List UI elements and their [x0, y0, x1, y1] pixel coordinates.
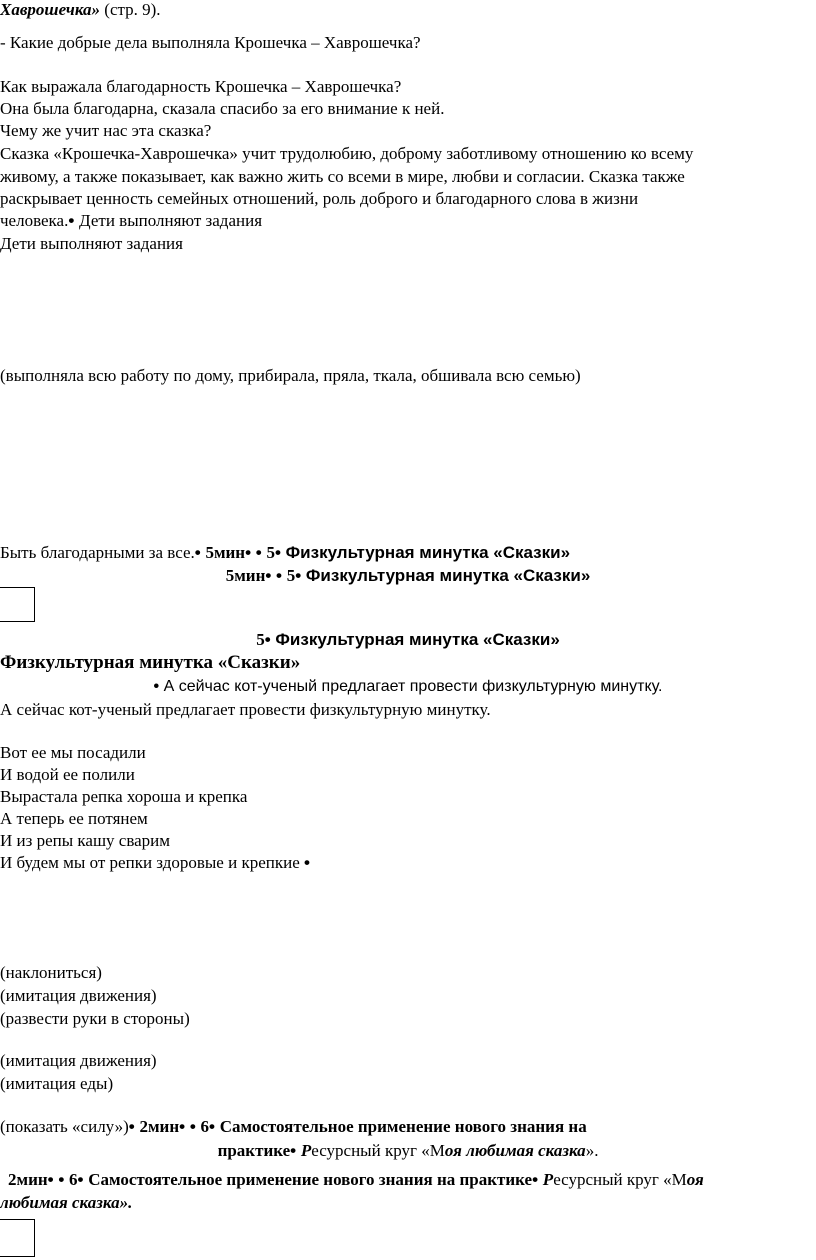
bullet: • — [128, 1117, 140, 1136]
duration: 2мин — [139, 1117, 180, 1136]
section-title: Самостоятельное применение нового знания на — [219, 1117, 587, 1136]
duration: 2мин — [8, 1170, 48, 1189]
table-cell-box-bottom — [0, 1219, 35, 1257]
step-number: 6 — [200, 1117, 209, 1136]
text-fragment: А сейчас кот-ученый предлагает провести физкультурную минутку. — [163, 678, 663, 695]
text-fragment: Быть благодарными за все. — [0, 543, 195, 562]
bullet: • • — [47, 1170, 70, 1189]
text-fragment: человека. — [0, 211, 69, 230]
italic-title: Хаврошечка» — [0, 0, 101, 19]
page-reference: (стр. 9). — [100, 0, 161, 19]
phys-minute-heading-1 — [0, 566, 816, 586]
bullet: • — [264, 630, 276, 649]
task-line: Дети выполняют задания — [0, 234, 183, 253]
step-number: 5 — [286, 566, 296, 585]
bullet: • — [68, 211, 80, 230]
text-fragment: Р — [542, 1170, 554, 1189]
answer-lesson-line-4 — [0, 211, 262, 231]
bullet: • — [77, 1170, 89, 1189]
poem-line-6 — [0, 853, 310, 873]
move-imitate-2: (имитация движения) — [0, 1051, 157, 1070]
text-fragment: оя — [686, 1170, 704, 1189]
text-fragment: Дети выполняют задания — [79, 211, 263, 230]
text-fragment: практике — [217, 1141, 291, 1160]
bullet: • — [153, 678, 164, 695]
step-number: 5 — [266, 543, 275, 562]
poem-line-1: Вот ее мы посадили — [0, 743, 146, 762]
move-arms-apart: (развести руки в стороны) — [0, 1009, 190, 1028]
phys-minute-title: Физкультурная минутка «Сказки» — [0, 652, 301, 673]
answer-lesson-line-2: живому, а также показывает, как важно жить со всеми в мире, любви и согласии. Сказка также — [0, 167, 685, 186]
independent-practice-line — [8, 1170, 704, 1190]
text-fragment: (показать «силу») — [0, 1117, 129, 1136]
text-fragment: И будем мы от репки здоровые и крепкие — [0, 853, 304, 872]
text-fragment: оя любимая сказка — [444, 1141, 586, 1160]
text-fragment: Р — [300, 1141, 312, 1160]
duration: 5мин — [205, 543, 246, 562]
bullet: • — [295, 566, 306, 585]
answer-lesson-line-1: Сказка «Крошечка-Хаврошечка» учит трудолюбию, доброму заботливому отношению ко всему — [0, 144, 694, 163]
bullet: • • — [245, 543, 267, 562]
bullet: • • — [179, 1117, 201, 1136]
step-number: 6 — [69, 1170, 78, 1189]
question-lesson: Чему же учит нас эта сказка? — [0, 121, 212, 140]
bullet: • — [290, 1141, 301, 1160]
answer-gratitude: Она была благодарна, сказала спасибо за его внимание к ней. — [0, 99, 445, 118]
favorite-tale-line: любимая сказка». — [0, 1193, 133, 1212]
bullet: • — [304, 853, 310, 872]
chores-note: (выполняла всю работу по дому, прибирала, пряла, ткала, обшивала всю семью) — [0, 366, 581, 385]
move-imitate-1: (имитация движения) — [0, 986, 157, 1005]
poem-line-5: И из репы кашу сварим — [0, 831, 171, 850]
bullet: • • — [265, 566, 287, 585]
bullet: • — [194, 543, 206, 562]
move-eating: (имитация еды) — [0, 1074, 114, 1093]
section-title: Физкультурная минутка «Сказки» — [305, 566, 591, 585]
be-grateful-line — [0, 543, 570, 563]
text-fragment: есурсный круг «М — [553, 1170, 687, 1189]
section-title: Физкультурная минутка «Сказки» — [275, 630, 560, 649]
table-cell-box — [0, 587, 35, 622]
question-gratitude: Как выражала благодарность Крошечка – Хаврошечка? — [0, 77, 402, 96]
text-line-heading — [0, 0, 161, 20]
poem-line-2: И водой ее полили — [0, 765, 135, 784]
text-fragment: есурсный круг «М — [311, 1141, 445, 1160]
question-good-deeds: - Какие добрые дела выполняла Крошечка – Хаврошечка? — [0, 33, 421, 52]
section-title: Самостоятельное применение нового знания на практике — [88, 1170, 533, 1189]
section-title: Физкультурная минутка «Сказки» — [285, 543, 571, 562]
poem-line-3: Вырастала репка хороша и крепка — [0, 787, 248, 806]
text-fragment: ». — [585, 1141, 599, 1160]
move-bend: (наклониться) — [0, 963, 102, 982]
bullet: • — [209, 1117, 220, 1136]
cat-intro-bulleted — [0, 677, 816, 697]
bullet: • — [532, 1170, 543, 1189]
phys-minute-heading-2 — [0, 630, 816, 650]
cat-intro: А сейчас кот-ученый предлагает провести физкультурную минутку. — [0, 700, 491, 719]
bullet: • — [274, 543, 286, 562]
step-number: 5 — [256, 630, 265, 649]
resource-circle-line — [0, 1141, 816, 1161]
show-strength-line — [0, 1117, 587, 1137]
poem-line-4: А теперь ее потянем — [0, 809, 148, 828]
answer-lesson-line-3: раскрывает ценность семейных отношений, роль доброго и благодарного слова в жизни — [0, 189, 639, 208]
duration: 5мин — [225, 566, 266, 585]
